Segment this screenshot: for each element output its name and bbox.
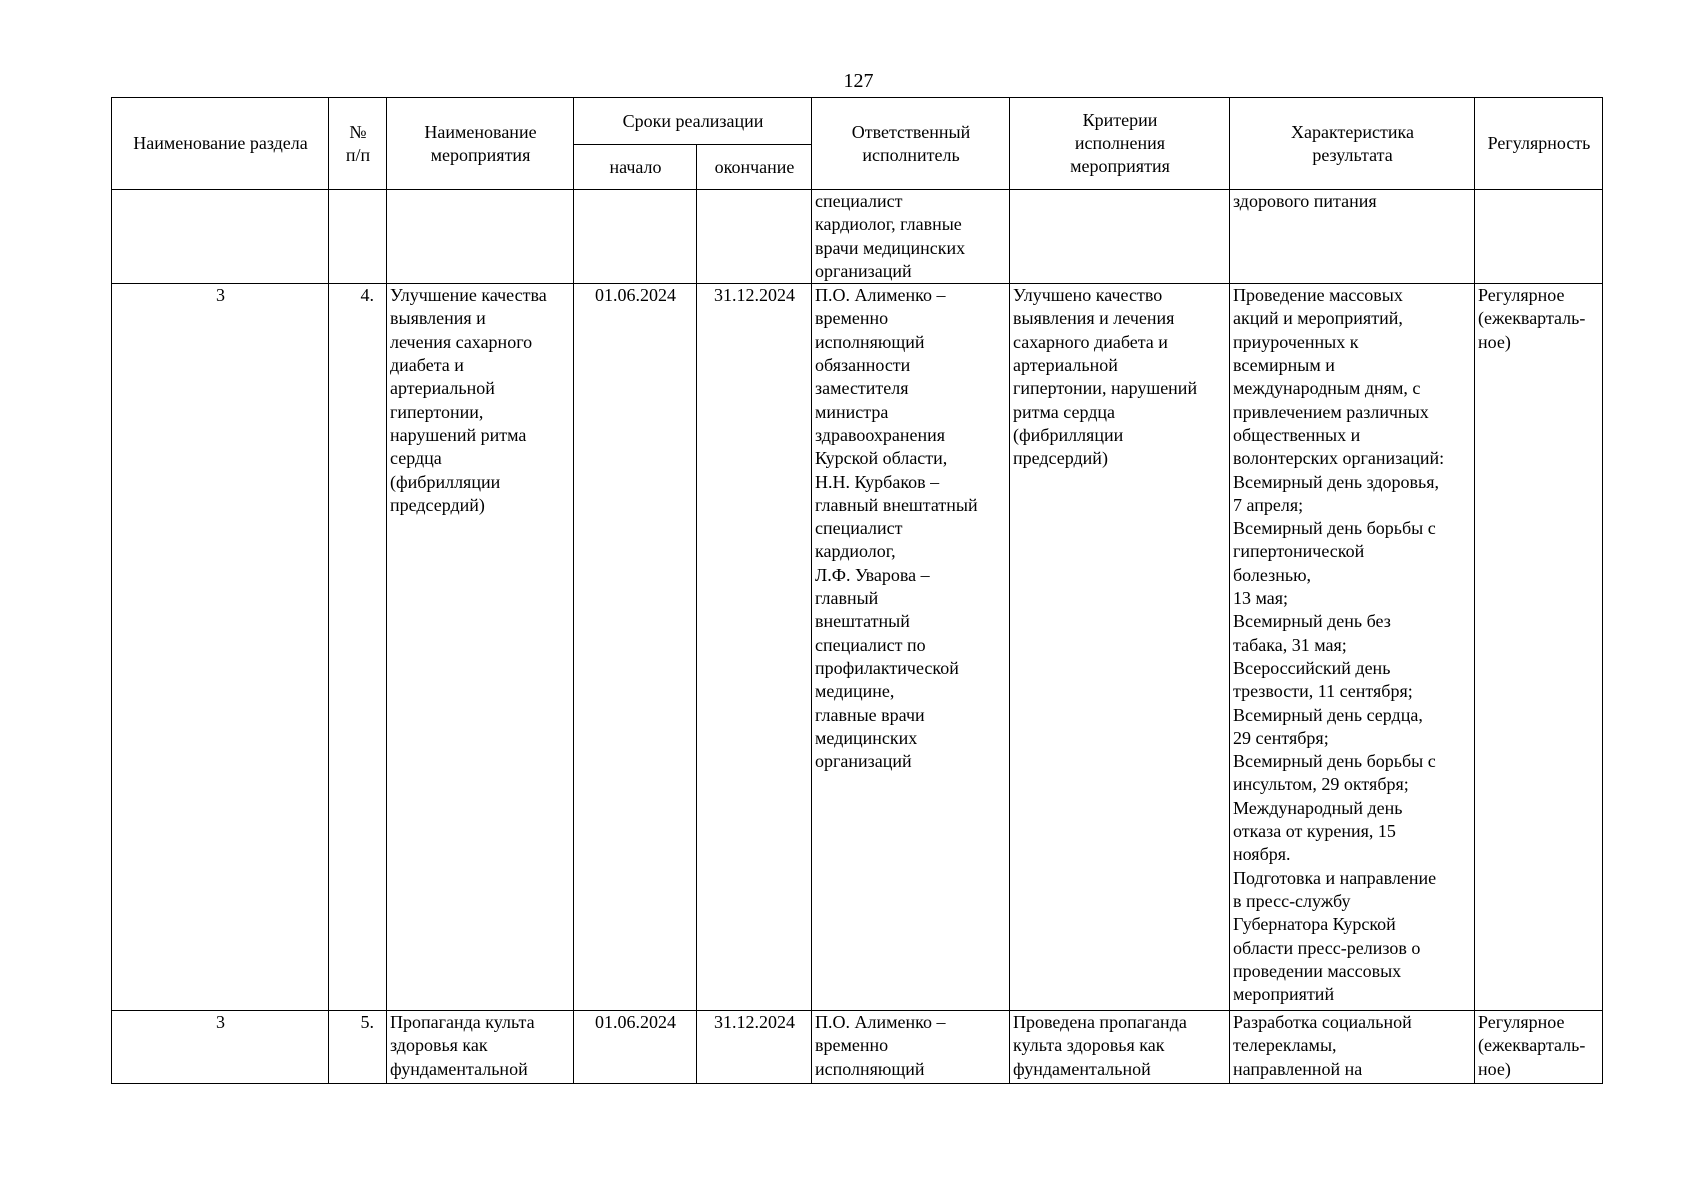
header-start: начало (574, 145, 697, 190)
cell-event-name: Пропаганда культа здоровья как фундаментальной (387, 1011, 574, 1084)
cell-result: здорового питания (1230, 190, 1475, 284)
cell-section: 3 (112, 284, 329, 1011)
cell-start: 01.06.2024 (574, 284, 697, 1011)
header-event-name: Наименование мероприятия (387, 98, 574, 190)
cell-section: 3 (112, 1011, 329, 1084)
cell-end: 31.12.2024 (697, 1011, 812, 1084)
cell-regularity: Регулярное (ежекварталь- ное) (1475, 284, 1603, 1011)
cell-num (329, 190, 387, 284)
table-row (112, 284, 1603, 1011)
header-responsible: Ответственный исполнитель (812, 98, 1010, 190)
header-row (112, 98, 1603, 145)
header-num: № п/п (329, 98, 387, 190)
header-end: окончание (697, 145, 812, 190)
cell-section (112, 190, 329, 284)
cell-num: 4. (329, 284, 387, 1011)
cell-start: 01.06.2024 (574, 1011, 697, 1084)
header-result: Характеристика результата (1230, 98, 1475, 190)
cell-responsible: П.О. Алименко – временно исполняющий обязанности заместителя министра здравоохранения Курской области, Н.Н. Курбаков – главный внештатный специалист кардиолог, Л.Ф. Уварова – главный внештатный специалист по профилактической медицине, главные врачи медицинских организаций (812, 284, 1010, 1011)
cell-criteria: Проведена пропаганда культа здоровья как фундаментальной (1010, 1011, 1230, 1084)
header-criteria: Критерии исполнения мероприятия (1010, 98, 1230, 190)
page-number: 127 (843, 70, 874, 92)
cell-responsible: П.О. Алименко – временно исполняющий (812, 1011, 1010, 1084)
cell-regularity (1475, 190, 1603, 284)
cell-start (574, 190, 697, 284)
cell-end (697, 190, 812, 284)
cell-responsible: специалист кардиолог, главные врачи медицинских организаций (812, 190, 1010, 284)
cell-result: Проведение массовых акций и мероприятий, приуроченных к всемирным и международным дням, с привлечением различных общественных и волонтерских организаций: Всемирный день здоровья, 7 апреля; Всемирный день борьбы с гипертонической болезнью, 13 мая; Всемирный день без табака, 31 мая; Всероссийский день трезвости, 11 сентября; Всемирный день сердца, 29 сентября; Всемирный день борьбы с инсультом, 29 октября; Международный день отказа от курения, 15 ноября. Подготовка и направление в пресс-службу Губернатора Курской области пресс-релизов о проведении массовых мероприятий (1230, 284, 1475, 1011)
cell-event-name: Улучшение качества выявления и лечения сахарного диабета и артериальной гипертонии, нарушений ритма сердца (фибрилляции предсердий) (387, 284, 574, 1011)
cell-end: 31.12.2024 (697, 284, 812, 1011)
cell-regularity: Регулярное (ежекварталь- ное) (1475, 1011, 1603, 1084)
cell-criteria (1010, 190, 1230, 284)
cell-event-name (387, 190, 574, 284)
table-row (112, 1011, 1603, 1084)
cell-num: 5. (329, 1011, 387, 1084)
header-timing: Сроки реализации (574, 98, 812, 145)
plan-table (111, 97, 1603, 1084)
header-regularity: Регулярность (1475, 98, 1603, 190)
header-section: Наименование раздела (112, 98, 329, 190)
cell-result: Разработка социальной телерекламы, направленной на (1230, 1011, 1475, 1084)
table-row (112, 190, 1603, 284)
cell-criteria: Улучшено качество выявления и лечения сахарного диабета и артериальной гипертонии, нарушений ритма сердца (фибрилляции предсердий) (1010, 284, 1230, 1011)
